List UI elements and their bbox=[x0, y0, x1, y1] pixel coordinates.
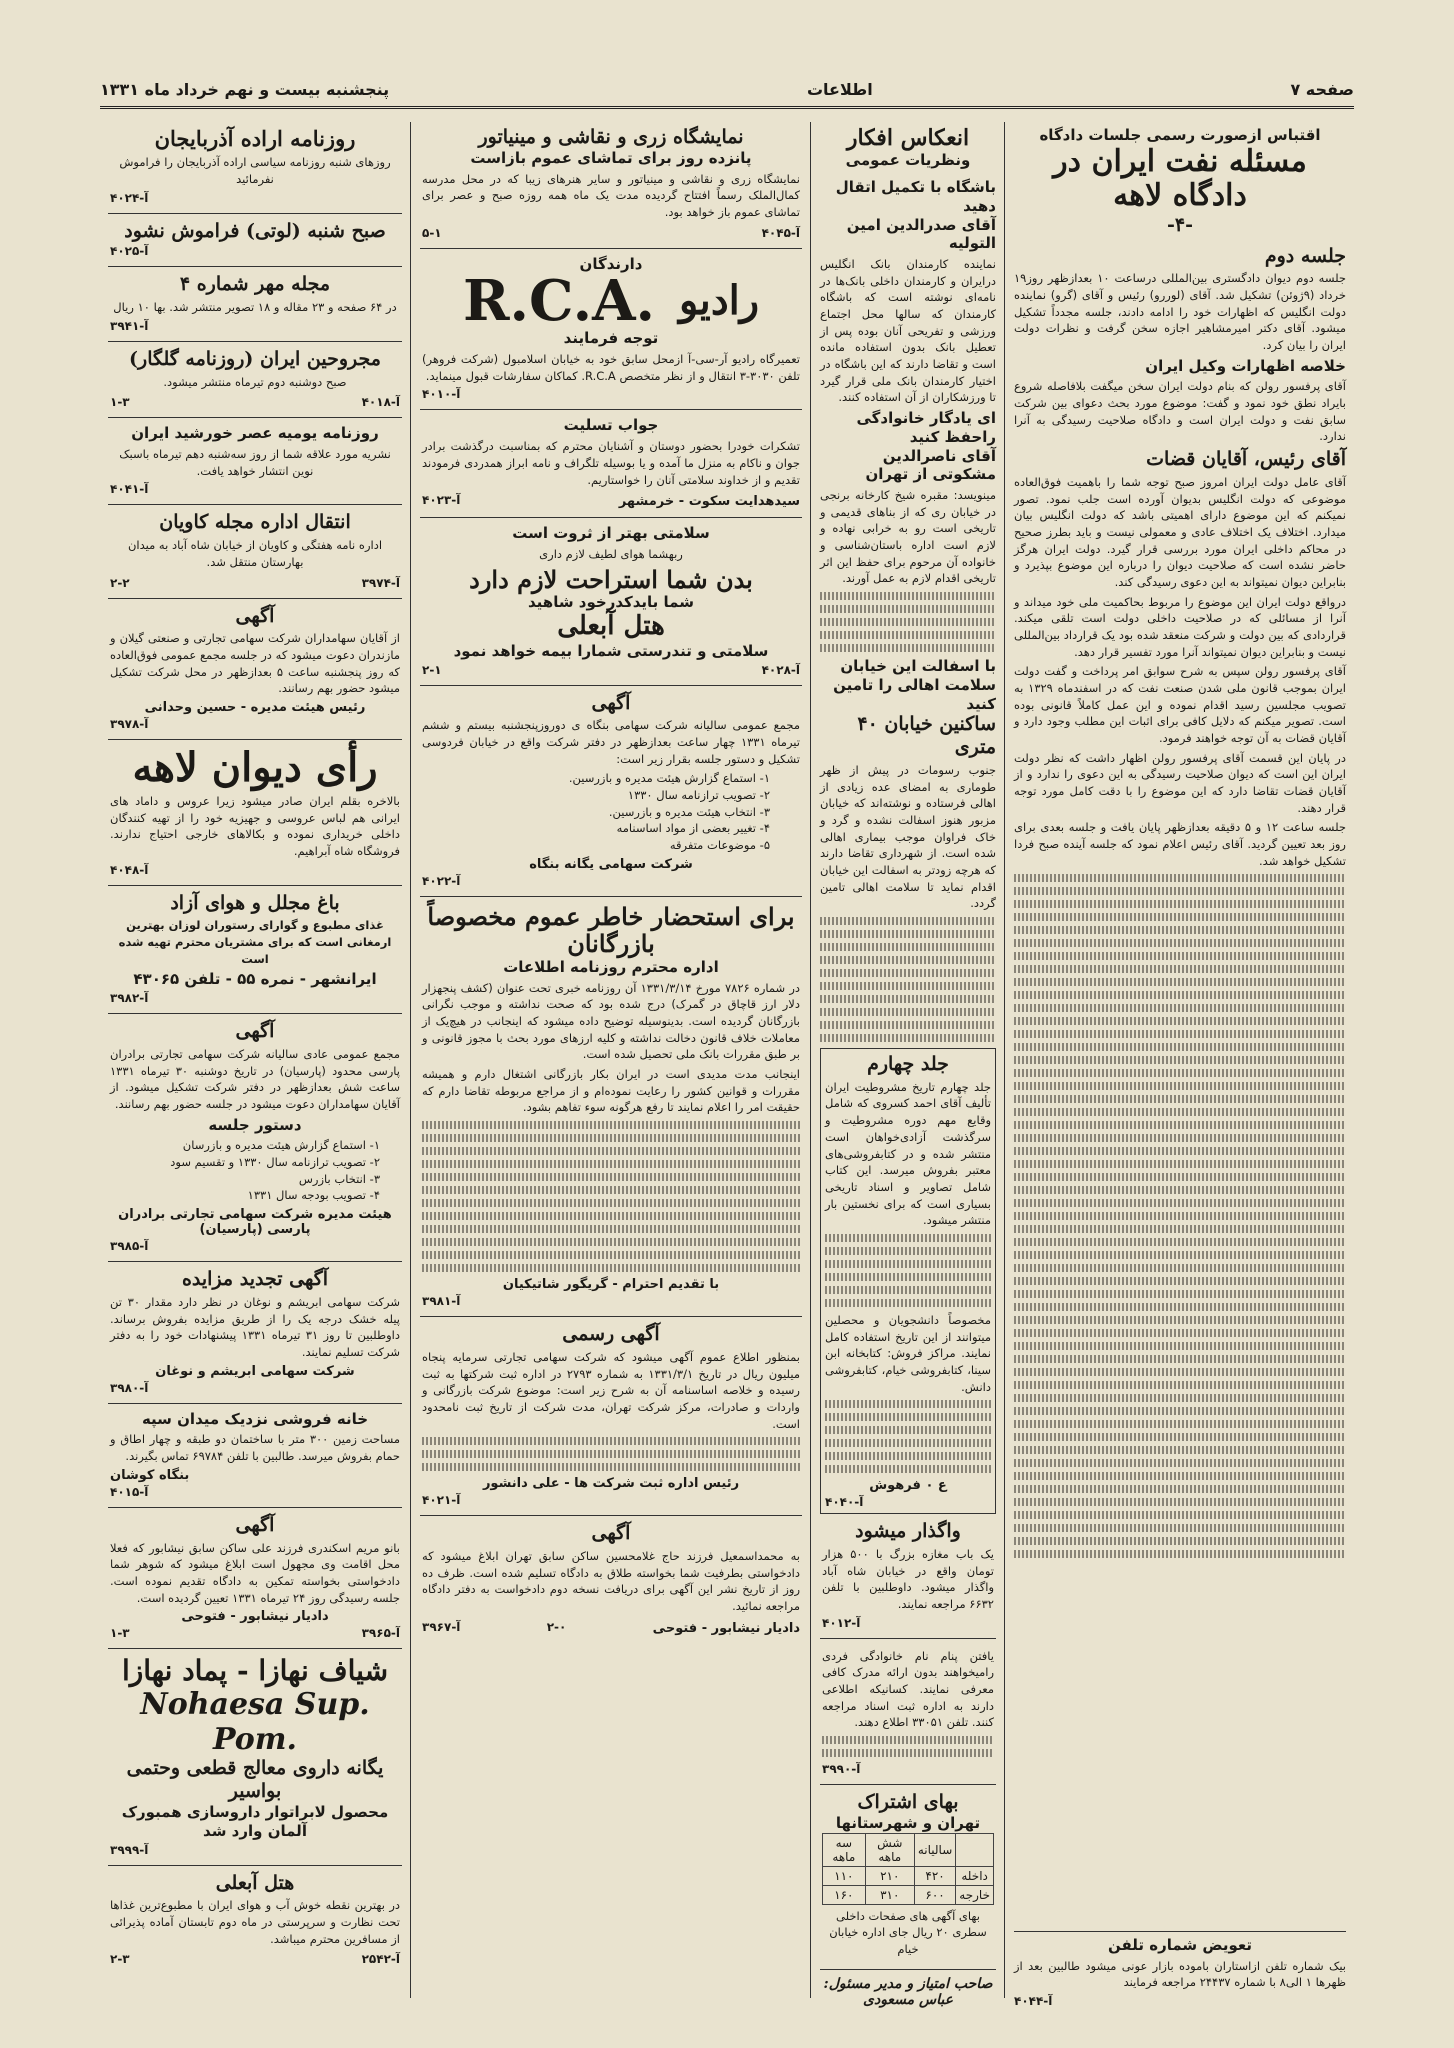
text-filler bbox=[820, 1008, 996, 1016]
ad-body: صبح دوشنبه دوم تیرماه منتشر میشود. bbox=[163, 374, 347, 389]
article-subhead: جلسه دوم bbox=[1264, 244, 1346, 267]
ad-body: شرکت سهامی ابریشم و نوغان در نظر دارد مقدار ۳۰ تن پیله خشک درجه یک را از طریق مزایده بفروش برساند. داوطلبین تا روز ۳۱ تیرماه ۱۳۳۱ پیشنهادات خود را به دفتر شرکت تسلیم نمایند. bbox=[110, 1294, 400, 1359]
text-filler bbox=[1014, 913, 1346, 921]
ad-signature: دادیار نیشابور - فتوحی bbox=[652, 1620, 800, 1636]
rate-cell: ۲۱۰ bbox=[865, 1866, 914, 1885]
book-notice-box bbox=[820, 1048, 996, 1514]
agenda-item: ۴- تصویب بودجه سال ۱۳۳۱ bbox=[247, 1188, 380, 1203]
ad-title: نمایشگاه زری و نقاشی و مینیاتور bbox=[478, 126, 744, 148]
box-title: جلد چهارم bbox=[867, 1053, 949, 1076]
ad-body: اداره نامه هفتگی و کاویان از خیابان شاه آباد به میدان بهارستان منتقل شد. bbox=[127, 538, 383, 569]
text-filler bbox=[1014, 991, 1346, 999]
ad-ref: آ-۴۰۱۵ bbox=[110, 1484, 149, 1499]
radio-ad bbox=[420, 249, 802, 411]
ad-title: آگهی bbox=[591, 691, 631, 714]
product-latin-name: Nohaesa Sup. Pom. bbox=[140, 1687, 370, 1758]
ad-body: مجمع عمومی عادی سالیانه شرکت سهامی تجارتی برادران پارسی محدود (پارسیان) در تاریخ دوشنبه ۳۰ تیرماه ۱۳۳۱ ساعت شش بعدازظهر در دفتر شرکت تشکیل میشود. از آقایان سهامداران دعوت میشود در جلسه حضور بهم رسانند. bbox=[110, 1047, 400, 1112]
ad-ref: آ-۴۰۱۲ bbox=[822, 1615, 861, 1630]
text-filler bbox=[422, 1186, 800, 1194]
text-filler bbox=[820, 1021, 996, 1029]
ad-title: صبح شنبه (لوتی) فراموش نشود bbox=[124, 219, 386, 242]
text-filler bbox=[1014, 1524, 1346, 1532]
text-filler bbox=[820, 917, 996, 925]
text-filler bbox=[820, 982, 996, 990]
subscription-title: بهای اشتراک bbox=[857, 1791, 959, 1814]
text-filler bbox=[422, 1463, 800, 1471]
phone-change-notice bbox=[1014, 1931, 1346, 2008]
text-filler bbox=[1014, 887, 1346, 895]
ad-signature: سیدهدایت سکوت - خرمشهر bbox=[618, 494, 800, 510]
rate-cell: ۱۶۰ bbox=[823, 1885, 866, 1904]
article-paragraph: آقای عامل دولت ایران امروز صبح توجه شما را باهمیت فوق‌العاده موضوعی که دولت انگلیس بدیوان آورده است جلب نمود. تصور نمیکنم که این موضوع دارای اهمیتی باشد که دولت انگلیس بیان میدارد. اختلاف یک اختلاف عادی و معمولی نیست و باید بطرز صحیح در محاکم داخلی ایران مورد بررسی قرار گیرد. دولت ایران هرگز حاضر نشده است که صلاحیت دیوان را درباره این موضوع بپذیرد و بنابراین دیوان نمیتواند به این دعوی رسیدگی کند. bbox=[1014, 474, 1346, 589]
text-filler bbox=[1014, 1446, 1346, 1454]
masthead bbox=[100, 72, 1354, 109]
letter-heading: ای یادگار خانوادگی راحفظ کنید bbox=[856, 409, 996, 446]
text-filler bbox=[422, 1160, 800, 1168]
pharma-ad bbox=[108, 1649, 402, 1865]
ad-body: محصول لابراتوار داروسازی همبورک آلمان وارد شد bbox=[121, 1803, 389, 1840]
text-filler bbox=[820, 995, 996, 1003]
text-filler bbox=[1014, 978, 1346, 986]
ad-signature: هیئت مدیره شرکت سهامی تجارتی برادران پارسی (پارسیان) bbox=[118, 1207, 392, 1238]
text-filler bbox=[820, 605, 996, 613]
agenda-item: ۲- تصویب ترازنامه سال ۱۳۳۰ bbox=[627, 788, 770, 803]
ad-body: به محمداسمعیل فرزند حاج غلامحسین ساکن سابق تهران ابلاغ میشود که دادخواستی بطرفیت شما بخواسته طلاق به دادگاه تسلیم شده است. ظرف ده روز از تاریخ نشر این آگهی برای دریافت نسخه دوم دادخواست به دفتر دادگاه مراجعه نمائید. bbox=[422, 1549, 800, 1614]
text-filler bbox=[1014, 1368, 1346, 1376]
ad-ref: آ-۴۰۴۸ bbox=[110, 862, 149, 877]
text-filler bbox=[1014, 1329, 1346, 1337]
box-body: جلد چهارم تاریخ مشروطیت ایران تألیف آقای احمد کسروی که شامل وقایع مهم دوره مشروطیت و سرگذشت آزادی‌خواهان است منتشر شده و در کتابفروشی‌های معتبر بفروش میرسد. این کتاب شامل تصاویر و اسناد تاریخی بسیاری است که برای نخستین بار منتشر میشود. bbox=[825, 1079, 991, 1228]
text-filler bbox=[820, 644, 996, 652]
text-filler bbox=[1014, 1498, 1346, 1506]
text-filler bbox=[422, 1121, 800, 1129]
ad-title: آگهی bbox=[591, 1522, 631, 1545]
article-subhead: آقای رئیس، آقایان قضات bbox=[1146, 448, 1346, 471]
ad-title: روزنامه اراده آذربایجان bbox=[154, 126, 356, 151]
ad-title: خانه فروشی نزدیک میدان سپه bbox=[141, 1409, 369, 1428]
ad-title: انتقال اداره مجله کاویان bbox=[159, 511, 351, 534]
text-filler bbox=[1014, 1108, 1346, 1116]
text-filler bbox=[422, 1134, 800, 1142]
ad-signature: با تقدیم احترام - گریگور شاتیکیان bbox=[502, 1277, 720, 1293]
letter-author: ساکنین خیابان ۴۰ متری bbox=[857, 713, 996, 759]
ad-title: شیاف نهازا - پماد نهازا bbox=[121, 1654, 389, 1688]
ad-body: یگانه داروی معالج قطعی وحتمی بواسیر bbox=[126, 1757, 384, 1803]
text-filler bbox=[1014, 1459, 1346, 1467]
ad-body: در ۶۴ صفحه و ۲۳ مقاله و ۱۸ تصویر منتشر شد. بها ۱۰ ریال bbox=[113, 300, 397, 315]
text-filler bbox=[825, 1299, 991, 1307]
ad-ref: آ-۳۹۹۰ bbox=[822, 1762, 861, 1777]
text-filler bbox=[1014, 900, 1346, 908]
column-opinions bbox=[812, 120, 1004, 2008]
subscription-rates bbox=[820, 1785, 996, 1970]
text-filler bbox=[825, 1426, 991, 1434]
ad-signature: رئیس اداره ثبت شرکت ها - علی دانشور bbox=[482, 1476, 740, 1492]
text-filler bbox=[1014, 1277, 1346, 1285]
ad-title: برای استحضار خاطر عموم مخصوصاً بازرگانان bbox=[427, 901, 795, 959]
ad-body: نمایشگاه زری و نقاشی و مینیاتور و سایر هنرهای زیبا که در محل مدرسه کمال‌الملک رسماً افتتاح گردیده مدت یک ماه همه روزه صبح و عصر برای تماشای عموم باز خواهد بود. bbox=[422, 171, 800, 219]
text-filler bbox=[422, 1212, 800, 1220]
text-filler bbox=[825, 1465, 991, 1473]
ad-title: آگهی رسمی bbox=[562, 1323, 660, 1346]
ad-signature: دادیار نیشابور - فتوحی bbox=[181, 1609, 329, 1625]
text-filler bbox=[1014, 1043, 1346, 1051]
ad-ref: آ-۴۰۲۴ bbox=[110, 190, 149, 205]
column-rule bbox=[810, 122, 811, 1998]
text-filler bbox=[1014, 1147, 1346, 1155]
text-filler bbox=[1014, 1433, 1346, 1441]
text-filler bbox=[820, 943, 996, 951]
rate-cell: ۶۰۰ bbox=[914, 1885, 955, 1904]
text-filler bbox=[422, 1225, 800, 1233]
ad-ref: ۲-۰ bbox=[546, 1619, 567, 1634]
column-article bbox=[1006, 120, 1354, 2008]
subscription-note: بهای آگهی های صفحات داخلی سطری ۲۰ ریال جای اداره خیابان خیام bbox=[829, 1908, 987, 1956]
hotel-tagline: سلامتی و تندرستی شمارا بیمه خواهد نمود bbox=[453, 641, 769, 660]
article-paragraph: آقای پرفسور رولن که بنام دولت ایران سخن میگفت بلافاصله شروع بایراد نطق خود نمود و گفت: موضوع مورد بحث دعوای بین شرکت سابق نفت و دولت ایران است و دادگاه صلاحیت رسیدگی به آنرا ندارد. bbox=[1014, 379, 1346, 444]
ad-title: مجله مهر شماره ۴ bbox=[179, 273, 331, 296]
text-filler bbox=[825, 1273, 991, 1281]
text-filler bbox=[1014, 965, 1346, 973]
text-filler bbox=[1014, 939, 1346, 947]
page-number: صفحه ۷ bbox=[1290, 79, 1354, 99]
ad-body: تشکرات خودرا بحضور دوستان و آشنایان محترم که بمناسبت درگذشت برادر جوان و ناکام به منزل ما آمده و یا بوسیله تلگراف و نامه ابراز همدردی فرمودند تقدیم و از خداوند سلامتی آنان را خواستاریم. bbox=[422, 439, 800, 487]
text-filler bbox=[422, 1450, 800, 1458]
text-filler bbox=[1014, 1069, 1346, 1077]
text-filler bbox=[1014, 1186, 1346, 1194]
paper-name: اطلاعات bbox=[806, 79, 873, 99]
text-filler bbox=[1014, 1004, 1346, 1012]
ad-body: اینجانب مدت مدیدی است در ایران بکار بازرگانی اشتغال دارم و همیشه مقررات و قوانین کشور را رعایت نموده‌ام و از مراجع مربوطه تقاضا دارم که حقیقت امر را اعلام نمایند تا رفع هرگونه سوء تفاهم بشود. bbox=[422, 1067, 800, 1115]
text-filler bbox=[1014, 1394, 1346, 1402]
text-filler bbox=[422, 1199, 800, 1207]
ad-body: غذای مطبوع و گوارای رستوران لوزان بهترین ارمغانی است که برای مشتریان محترم تهیه شده است bbox=[118, 918, 392, 966]
ad-signature: رئیس هیئت مدیره - حسین وحدانی bbox=[144, 699, 366, 715]
text-filler bbox=[1014, 1303, 1346, 1311]
letter-body: نماینده کارمندان بانک انگلیس درایران و کارمندان داخلی بانک‌ها در نامه‌ای نوشته است که باشگاه کارمندان که سالها محل اجتماع ورزشی و تفریحی آنان بوده پس از تعطیل بانک بدون استفاده مانده است و تقاضا دارند که این باشگاه در اختیار کارمندان بانک ملی قرار گیرد تا ورزشکاران از آن استفاده کنند. bbox=[820, 257, 996, 405]
text-filler bbox=[1014, 1173, 1346, 1181]
letter-author: آقای ناصرالدین مشکوتی از تهران bbox=[865, 446, 996, 484]
hotel-slogan: بدن شما استراحت لازم دارد bbox=[469, 564, 753, 594]
text-filler bbox=[1014, 1199, 1346, 1207]
ad-ref: آ-۲۵۴۲ bbox=[361, 1952, 400, 1967]
ad-phone: ایرانشهر - نمره ۵۵ - تلفن ۴۳۰۶۵ bbox=[133, 970, 377, 989]
text-filler bbox=[1014, 926, 1346, 934]
text-filler bbox=[1014, 1485, 1346, 1493]
text-filler bbox=[1014, 1030, 1346, 1038]
ad-body: بانو مریم اسکندری فرزند علی ساکن سابق نیشابور که فعلا محل اقامت وی مجهول است ابلاغ میشود که شوهر شما دادخواستی بخواسته تمکین به دادگاه تقدیم نموده است. جلسه رسیدگی روز ۲۴ تیرماه ۱۳۳۱ تعیین گردیده است. bbox=[110, 1540, 400, 1605]
text-filler bbox=[1014, 1121, 1346, 1129]
ad-body: بالاخره بقلم ایران صادر میشود زیرا عروس و داماد های ایرانی هم لباس عروسی و جهیزیه خود را از تهیه کنندگان داخلی خریداری نموده و بکالاهای خارجی احتیاج ندارند. فروشگاه شاه آبراهیم. bbox=[110, 793, 400, 858]
text-filler bbox=[820, 631, 996, 639]
section-subtitle: ونظریات عمومی bbox=[845, 151, 971, 170]
ad-ref: آ-۴۰۱۰ bbox=[422, 387, 461, 402]
agenda-item: ۴- تغییر بعضی از مواد اساسنامه bbox=[616, 821, 770, 836]
text-filler bbox=[1014, 1160, 1346, 1168]
text-filler bbox=[1014, 1056, 1346, 1064]
ad-ref: آ-۴۰۴۵ bbox=[761, 225, 800, 240]
article-paragraph: جلسه دوم دیوان دادگستری بین‌المللی درساعت ۱۰ بعدازظهر روز۱۹ خرداد (۹ژوئن) تشکیل شد. آقای (لوررو) رئیس و آقای (گرو) نماینده دولت انگلیس که اظهارات خود را ادامه دادند، جلسه مجدداً تشکیل میشود. آقای دکتر امیرمشاهیر اجازه سخن گرفت و نظرات دولت ایران را بیان کرد. bbox=[1014, 271, 1346, 353]
rate-header: سه ماهه bbox=[823, 1833, 866, 1866]
ad-ref: آ-۳۹۷۴ bbox=[361, 575, 400, 590]
column-small-ads bbox=[100, 120, 410, 2008]
ad-ref: آ-۳۹۷۸ bbox=[110, 716, 149, 731]
text-filler bbox=[1014, 1316, 1346, 1324]
ad-ref: ۲-۱ bbox=[422, 662, 442, 677]
text-filler bbox=[1014, 1082, 1346, 1090]
text-filler bbox=[820, 1034, 996, 1042]
ad-body: در شماره ۷۸۲۶ مورخ ۱۳۳۱/۳/۱۴ آن روزنامه خبری تحت عنوان (کشف پنجهزار دلار ارز قاچاق در گمرک) درج شده بود که صحت نداشته و موجب نگرانی بازرگانان گردیده است. بدینوسیله توضیح داده میشود که اینجانب در هیچ‌یک از معاملات خلاف قانون دخالت نداشته و کلیه ارزهای مورد بحث با مجوز قانونی و بر طبق مقررات بانک ملی تحصیل شده است. bbox=[422, 980, 800, 1062]
hotel-line: ربهشما هوای لطیف لازم داری bbox=[539, 546, 683, 561]
text-filler bbox=[1014, 1420, 1346, 1428]
text-filler bbox=[1014, 1472, 1346, 1480]
ad-ref: آ-۳۹۶۵ bbox=[361, 1626, 400, 1641]
subscription-table bbox=[822, 1833, 994, 1905]
ad-ref: آ-۴۰۲۳ bbox=[422, 493, 461, 508]
agenda-item: ۲- تصویب ترازنامه سال ۱۳۳۰ و تقسیم سود bbox=[170, 1155, 380, 1170]
hotel-ad bbox=[420, 518, 802, 685]
agenda-item: ۳- انتخاب بازرس bbox=[298, 1171, 380, 1186]
text-filler bbox=[1014, 1264, 1346, 1272]
text-filler bbox=[422, 1437, 800, 1445]
text-filler bbox=[1014, 1095, 1346, 1103]
text-filler bbox=[1014, 1225, 1346, 1233]
ad-signature: بنگاه کوشان bbox=[110, 1467, 190, 1483]
radio-word: رادیو bbox=[679, 277, 760, 325]
ad-kicker: دارندگان bbox=[579, 254, 643, 273]
text-filler bbox=[1014, 1342, 1346, 1350]
text-filler bbox=[1014, 1511, 1346, 1519]
ad-ref: آ-۴۰۲۸ bbox=[761, 662, 800, 677]
ad-title: آگهی bbox=[235, 1513, 275, 1536]
section-title: انعکاس افکار bbox=[846, 125, 970, 151]
text-filler bbox=[1014, 1238, 1346, 1246]
agenda-item: ۳- انتخاب هیئت مدیره و بازرسین. bbox=[608, 804, 770, 819]
ad-title: رأی دیوان لاهه bbox=[132, 743, 378, 791]
ad-title: واگذار میشود bbox=[855, 1520, 961, 1543]
text-filler bbox=[825, 1439, 991, 1447]
letter-heading: باشگاه با تکمیل اتقال دهید bbox=[835, 178, 996, 215]
ad-title: هتل آبعلی bbox=[215, 1871, 295, 1894]
ad-ref: آ-۴۰۲۱ bbox=[422, 1493, 461, 1508]
rca-logo: R.C.A. bbox=[462, 268, 656, 335]
rate-row-label: داخله bbox=[956, 1866, 994, 1885]
box-signature: ع ۰ فرهوش bbox=[869, 1478, 947, 1494]
text-filler bbox=[825, 1247, 991, 1255]
ad-ref: آ-۴۰۴۴ bbox=[1014, 1994, 1053, 2008]
ad-ref: آ-۴۰۴۰ bbox=[825, 1495, 864, 1510]
ad-subtitle: اداره محترم روزنامه اطلاعات bbox=[503, 957, 719, 976]
text-filler bbox=[1014, 874, 1346, 882]
rate-header: شش ماهه bbox=[865, 1833, 914, 1866]
ad-signature: شرکت سهامی ابریشم و نوغان bbox=[155, 1363, 355, 1379]
text-filler bbox=[422, 1238, 800, 1246]
article-paragraph: درواقع دولت ایران این موضوع را مربوط بحاکمیت ملی خود میداند و آنرا از مسائلی که در صلاحیت داخلی دولت است تلقی میکند. قراردادی که بین دولت و شرکت منعقد شده بود یک قرارداد بین‌المللی نیست و بنابراین دیوان نمیتواند آنرا مورد تفسیر قرار دهد. bbox=[1014, 594, 1346, 659]
agenda-item: ۱- استماع گزارش هیئت مدیره و بازرسین. bbox=[568, 771, 770, 786]
hotel-line: شما بایدکدرخود شاهید bbox=[528, 593, 694, 612]
article-headline: مسئله نفت ایران در دادگاه لاهه bbox=[1053, 143, 1307, 214]
ad-title: آگهی bbox=[235, 604, 275, 627]
text-filler bbox=[422, 1251, 800, 1259]
article-paragraph: آقای پرفسور رولن سپس به شرح سوابق امر پرداخت و گفت دولت ایران بموجب قانون ملی شدن صنعت نفت که در اسفندماه ۱۳۲۹ به تصویب مجلسین رسید اقدام نموده و این عمل کاملاً قانونی بوده است. تصویر میکنم که دلایل کافی برای اثبات این مطلب وجود دارد و آقایان قضات به آن توجه خواهند فرمود. bbox=[1014, 664, 1346, 746]
ad-ref: آ-۳۹۹۹ bbox=[110, 1842, 149, 1857]
ad-ref: ۱-۳ bbox=[110, 395, 130, 410]
agenda-title: دستور جلسه bbox=[208, 1115, 302, 1134]
ad-body: روزهای شنبه روزنامه سیاسی اراده آذربایجان را فراموش نفرمائید bbox=[119, 155, 391, 186]
ad-body: یافتن پنام نام خانوادگی فردی رامیخواهند بدون ارائه مدرک کافی معرفی نمایند. کسانیکه اطلاعی دارند به اداره ثبت اسناد مراجعه کنند. تلفن ۳۳۰۵۱ اطلاع دهند. bbox=[822, 1648, 994, 1730]
agenda-item: ۵- موضوعات متفرقه bbox=[669, 838, 770, 853]
letter-body: جنوب رسومات در پیش از ظهر طومار‌ی به امضای عده زیادی از اهالی فرستاده و نوشته‌اند که خیابان مزبور هنوز اسفالت نشده و گرد و خاک فراوان موجب بیماری اهالی شده است. از شهرداری تقاضا دارند که هرچه زودتر به اسفالت این خیابان اقدام نماید تا سلامت اهالی تامین گردد. bbox=[820, 762, 996, 911]
ad-title: جواب تسلیت bbox=[563, 416, 659, 435]
owner-signature: صاحب امتیاز و مدیر مسئول: عباس مسعودی bbox=[823, 1975, 993, 2008]
text-filler bbox=[825, 1260, 991, 1268]
ad-ref: آ-۳۹۸۱ bbox=[422, 1294, 461, 1309]
rate-header: سالیانه bbox=[914, 1833, 955, 1866]
ad-body: از آقایان سهامداران شرکت سهامی تجارتی و صنعتی گیلان و مازندران دعوت میشود که در جلسه مجمع عمومی فوق‌العاده که روز پنجشنبه ساعت ۵ بعدازظهر در محل شرکت تشکیل میشود حضور بهم رسانند. bbox=[110, 631, 400, 696]
text-filler bbox=[825, 1234, 991, 1242]
ad-title: آگهی bbox=[235, 1020, 275, 1043]
ad-body: مجمع عمومی سالیانه شرکت سهامی بنگاه ی دوروزپنجشنبه بیستم و ششم تیرماه ۱۳۳۱ چهار ساعت بعدازظهر در دفتر شرکت واقع در خیابان فردوسی تشکیل و دستور جلسه بقرار زیر است: bbox=[422, 718, 800, 766]
letter-author: آقای صدرالدین امین التولیه bbox=[846, 215, 996, 253]
subscription-region: تهران و شهرستانها bbox=[835, 1813, 981, 1832]
ad-ref: آ-۴۰۱۸ bbox=[361, 395, 400, 410]
rate-row-label: خارجه bbox=[956, 1885, 994, 1904]
text-filler bbox=[1014, 1550, 1346, 1558]
ad-ref: آ-۴۰۲۵ bbox=[110, 244, 149, 259]
column-rule bbox=[1004, 122, 1005, 1998]
text-filler bbox=[1014, 1355, 1346, 1363]
ad-ref: ۵-۱ bbox=[422, 225, 442, 240]
article-part: -۴- bbox=[1167, 213, 1193, 236]
text-filler bbox=[1014, 1251, 1346, 1259]
column-notices bbox=[412, 120, 810, 2008]
text-filler bbox=[825, 1400, 991, 1408]
ad-body: نشریه مورد علاقه شما از روز سه‌شنبه دهم تیرماه باسبک نوین انتشار خواهد یافت. bbox=[119, 447, 391, 478]
ad-ref: آ-۳۹۴۱ bbox=[110, 318, 149, 333]
ad-body: در بهترین نقطه خوش آب و هوای ایران با مطبوع‌ترین غذاها تحت نظارت و سرپرستی در ماه دوم تابستان آماده پذیرائی از مسافرین محترم میباشد. bbox=[110, 1898, 400, 1946]
ad-title: مجروحین ایران (روزنامه گلگار) bbox=[129, 347, 381, 370]
letter-body: مینویسد: مقبره شیخ کارخانه برنجی در خیابان ری که از بناهای قدیمی و تاریخی است رو به خرابی نهاده و لازم است اداره باستان‌شناسی و خانواده آن مرحوم برای حفظ این اثر تاریخی اقدام لازم به عمل آورند. bbox=[820, 488, 996, 586]
ad-subtitle: توجه فرمایند bbox=[563, 329, 659, 348]
article-kicker: اقتباس ازصورت رسمی جلسات دادگاه bbox=[1039, 126, 1321, 144]
text-filler bbox=[822, 1749, 994, 1757]
text-filler bbox=[820, 930, 996, 938]
notice-text: بیک شماره تلفن ازاستاران باموده بازار عونی میشود طالبین بعد از ظهرها ۱ الی۸ با شماره ۲۴۴۳۷ مراجعه فرمایند bbox=[1014, 1958, 1346, 1990]
issue-date: پنجشنبه بیست و نهم خرداد ماه ۱۳۳۱ bbox=[100, 79, 390, 99]
ad-ref: ۲-۲ bbox=[110, 575, 130, 590]
text-filler bbox=[1014, 1537, 1346, 1545]
ad-subtitle: پانزده روز برای تماشای عموم بازاست bbox=[470, 148, 752, 167]
article-paragraph: در پایان این قسمت آقای پرفسور رولن اظهار داشت که نظر دولت ایران این است که دیوان صلاحیت رسیدگی به این دعوی را ندارد و از آقایان قضات تقاضا دارد که این موضوع را با دقت کامل مورد توجه قرار دهند. bbox=[1014, 750, 1346, 815]
ad-ref: آ-۳۹۸۲ bbox=[110, 991, 149, 1006]
text-filler bbox=[1014, 1017, 1346, 1025]
ad-body: مساحت زمین ۳۰۰ متر با ساختمان دو طبقه و چهار اطاق و حمام بفروش میرسد. طالبین با تلفن ۶۹۷۸۴ تماس بگیرند. bbox=[110, 1432, 400, 1464]
text-filler bbox=[422, 1264, 800, 1272]
ad-ref: آ-۳۹۸۵ bbox=[110, 1239, 149, 1254]
text-filler bbox=[820, 592, 996, 600]
ad-body: یک باب مغازه بزرگ با ۵۰۰ هزار تومان واقع در خیابان شاه آباد واگذار میشود. داوطلبین با تلفن ۶۶۳۲ مراجعه نمایند. bbox=[822, 1547, 994, 1612]
rate-cell: ۴۲۰ bbox=[914, 1866, 955, 1885]
ad-body: تعمیرگاه رادیو آر-سی-آ ازمحل سابق خود به خیابان اسلامبول (شرکت فروهر) تلفن ۳۰۳۰-۳ انتقال و از نظر متخصص R.C.A. کماکان سفارشات قبول مینماید. bbox=[422, 352, 800, 383]
agenda-item: ۱- استماع گزارش هیئت مدیره و بازرسان bbox=[182, 1138, 380, 1153]
text-filler bbox=[1014, 1407, 1346, 1415]
text-filler bbox=[1014, 1290, 1346, 1298]
ad-ref: آ-۳۹۸۰ bbox=[110, 1380, 149, 1395]
text-filler bbox=[820, 956, 996, 964]
ad-title: باغ مجلل و هوای آزاد bbox=[170, 891, 340, 914]
box-body: مخصوصاً دانشجویان و محصلین میتوانند از این تاریخ استفاده کامل نمایند. مراکز فروش: کتابخانه ابن سینا، کتابفروشی خیام، کتابفروشی دانش. bbox=[825, 1312, 991, 1394]
ad-title: آگهی تجدید مزایده bbox=[181, 1268, 329, 1291]
rate-cell: ۱۱۰ bbox=[823, 1866, 866, 1885]
text-filler bbox=[422, 1147, 800, 1155]
article-subhead: خلاصه اظهارات وکیل ایران bbox=[1145, 356, 1346, 375]
article-paragraph: جلسه ساعت ۱۲ و ۵ دقیقه بعدازظهر پایان یافت و جلسه بعدی برای روز بعد تعیین گردید. آقای رئیس اعلام نمود که جلسه آینده صبح فردا تشکیل خواهد شد. bbox=[1014, 820, 1346, 868]
ad-ref: آ-۴۰۲۲ bbox=[422, 873, 461, 888]
notice-title: تعویض شماره تلفن bbox=[1107, 1935, 1253, 1954]
ad-ref: ۲-۳ bbox=[110, 1952, 130, 1967]
text-filler bbox=[1014, 1381, 1346, 1389]
ad-ref: ۱-۳ bbox=[110, 1626, 130, 1641]
text-filler bbox=[422, 1173, 800, 1181]
ad-title: روزنامه یومیه عصر خورشید ایران bbox=[131, 424, 379, 443]
text-filler bbox=[820, 969, 996, 977]
ad-ref: آ-۴۰۴۱ bbox=[110, 482, 149, 497]
hotel-line: سلامتی بهتر از ثروت است bbox=[512, 524, 710, 543]
text-filler bbox=[1014, 1212, 1346, 1220]
text-filler bbox=[825, 1286, 991, 1294]
text-filler bbox=[1014, 1134, 1346, 1142]
letter-heading: با اسفالت این خیابان سلامت اهالی را تامین کنید bbox=[833, 657, 996, 713]
ad-signature: شرکت سهامی یگانه بنگاه bbox=[529, 856, 693, 872]
ad-ref: آ-۳۹۶۷ bbox=[422, 1619, 461, 1634]
text-filler bbox=[820, 618, 996, 626]
rate-cell: ۳۱۰ bbox=[865, 1885, 914, 1904]
text-filler bbox=[825, 1413, 991, 1421]
text-filler bbox=[825, 1452, 991, 1460]
text-filler bbox=[822, 1736, 994, 1744]
column-rule bbox=[410, 122, 411, 1998]
hotel-name: هتل آبعلی bbox=[557, 610, 665, 641]
ad-body: بمنظور اطلاع عموم آگهی میشود که شرکت سهامی تجارتی سرمایه پنجاه میلیون ریال در تاریخ ۱۳۳۱/۳/۱ به شماره ۲۷۹۳ در اداره ثبت شرکتها به ثبت رسیده و خلاصه اساسنامه آن به شرح زیر است: موضوع شرکت بازرگانی و واردات و صادرات، مرکز شرکت تهران، مدت شرکت از تاریخ ثبت نامحدود است. bbox=[422, 1349, 800, 1431]
text-filler bbox=[1014, 952, 1346, 960]
